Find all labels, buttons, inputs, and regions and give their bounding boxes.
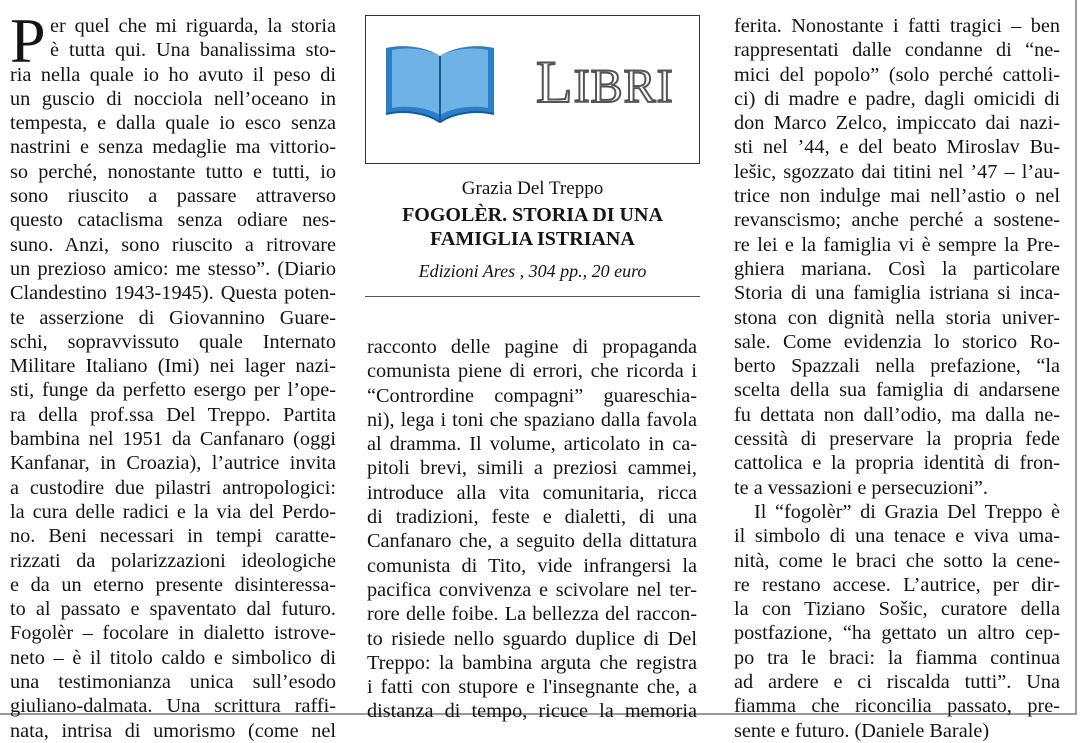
text-line: sale. Come evidenzia lo storico Ro- — [734, 330, 1060, 353]
text-line: revanscismo; anche perché a sostene- — [734, 209, 1060, 232]
book-author: Grazia Del Treppo — [461, 178, 604, 199]
text-line: no. Beni necessari in tempi caratte- — [10, 525, 336, 548]
text-line: nastrini e senza medaglie ma vittorio- — [10, 136, 336, 159]
book-title-line: FOGOLÈR. STORIA DI UNA — [402, 204, 663, 226]
article-column-3 — [734, 14, 1060, 743]
text-line: rizzati da polarizzazioni ideologiche — [10, 549, 336, 572]
text-line: schi, sopravvissuto quale Internato — [10, 330, 336, 353]
text-line: comunista piene di errori, che ricorda i — [367, 360, 697, 383]
text-line: ria nella quale io ho avuto il peso di — [10, 63, 336, 86]
text-line: sti, funge da perfetto esergo per l’ope- — [10, 379, 336, 402]
text-line: a custodire due pilastri antropologici: — [10, 476, 336, 499]
text-line: neto – è il titolo caldo e simbolico di — [10, 646, 336, 669]
libri-header-box — [365, 15, 700, 164]
divider — [365, 296, 700, 297]
book-title — [365, 203, 700, 251]
text-line: Clandestino 1943-1945). Questa poten- — [10, 282, 336, 305]
text-line: scelta della sua famiglia di andarsene — [734, 379, 1060, 402]
text-line: Il “fogolèr” di Grazia Del Treppo è — [754, 500, 1060, 523]
text-line: di tradizioni, feste e dialetti, di una — [367, 506, 697, 529]
text-line: suno. Anzi, sono riuscito a ritrovare — [10, 233, 336, 256]
text-line: Fogolèr – focolare in dialetto istrove- — [10, 622, 336, 645]
text-line: “Contrordine compagni” guareschia- — [367, 384, 697, 407]
text-line: rappresentati dalle condanne di “ne- — [734, 39, 1060, 62]
text-line: Storia di una famiglia istriana si inca- — [734, 282, 1060, 305]
text-line: re lei e la famiglia vi è sempre la Pre- — [734, 233, 1060, 256]
text-line: mici del popolo” (solo perché cattoli- — [734, 63, 1060, 86]
text-line: giuliano-dalmata. Una scrittura raffi- — [10, 695, 336, 718]
text-line: racconto delle pagine di propaganda — [367, 336, 697, 358]
text-line: comunista di Tito, vide infrangersi la — [367, 554, 697, 577]
text-line: introduce alla vita comunitaria, ricca — [367, 481, 697, 504]
text-line: e da un eterno presente disinteressa- — [10, 573, 336, 596]
text-line: sti nel ’44, e del beato Miroslav Bu- — [734, 136, 1060, 159]
text-line: trice non indulge mai nell’astio o nel — [734, 185, 1060, 208]
text-line: un guscio di nocciola nell’oceano in — [10, 87, 336, 110]
text-line: questo cataclisma senza odiare nes- — [10, 209, 336, 232]
text-line: Canfanaro che, a seguito della dittatura — [367, 530, 697, 553]
book-title-line: FAMIGLIA ISTRIANA — [430, 228, 635, 250]
text-line: nità, come le braci che sotto la cene- — [734, 549, 1060, 572]
text-line: postfazione, “ha gettato un altro cep- — [734, 622, 1060, 645]
text-line: ad ardere e ci riscalda tutti”. Una — [734, 671, 1060, 694]
text-line: la con Tiziano Sošic, curatore della — [734, 598, 1060, 621]
text-line: i fatti con stupore e l'insegnante che, a — [367, 676, 697, 699]
text-line: sente e futuro. (Daniele Barale) — [734, 719, 990, 742]
text-line: te a vessazioni e persecuzioni”. — [734, 476, 988, 499]
text-line: berto Spazzali nella prefazione, “la — [734, 355, 1060, 378]
text-line: pacifica convivenza e scivolare nel ter- — [367, 578, 697, 601]
text-line: to risiede nello sguardo duplice di Del — [367, 627, 697, 650]
text-line: sono riuscito a passare attraverso — [10, 185, 336, 208]
text-line: pitoli brevi, simili a preziosi cammei, — [367, 457, 697, 480]
text-line: te asserzione di Giovannino Guare- — [10, 306, 336, 329]
book-publisher: Edizioni Ares , 304 pp., 20 euro — [418, 261, 647, 281]
text-line: Militare Italiano (Imi) nei lager nazi- — [10, 355, 336, 378]
text-line: fiamma che riconcilia passato, pre- — [734, 695, 1060, 718]
text-line: ci) di madre e padre, dagli omicidi di — [734, 87, 1060, 110]
drop-cap: P — [10, 5, 46, 76]
open-book-icon — [380, 38, 500, 128]
libri-logo: LIBRI — [536, 49, 674, 115]
text-line: er quel che mi riguarda, la storia — [50, 15, 336, 37]
text-line: so perché, nonostante tutto e tutti, io — [10, 160, 336, 183]
text-line: al dramma. Il volume, articolato in ca- — [367, 433, 697, 456]
text-line: cessità di preservare la propria fede — [734, 428, 1060, 451]
text-line: nata, intrisa di umorismo (come nel — [10, 719, 336, 742]
text-line: Treppo: la bambina arguta che registra — [367, 651, 697, 674]
text-line: fu dettata non dall’odio, ma dalla ne- — [734, 403, 1060, 426]
text-line: re restano accese. L’autrice, per dir- — [734, 573, 1060, 596]
text-line: po tra le braci: la fiamma continua — [734, 646, 1060, 669]
text-line: tempesta, e dalla quale io esco senza — [10, 112, 336, 135]
text-line: ferita. Nonostante i fatti tragici – ben — [734, 15, 1060, 37]
text-line: cattolica e la propria identità di fron- — [734, 452, 1060, 475]
text-line: rore delle foibe. La bellezza del raccon- — [367, 603, 697, 626]
text-line: to al passato e spaventato dal futuro. — [10, 598, 336, 621]
text-line: stona con dignità nella storia univer- — [734, 306, 1060, 329]
text-line: la cura delle radici e la via del Perdo- — [10, 500, 336, 523]
text-line: ghiera mariana. Così la particolare — [734, 257, 1060, 280]
text-line: ra della prof.ssa Del Treppo. Partita — [10, 403, 336, 426]
text-line: Kanfanar, in Croazia), l’autrice invita — [10, 452, 336, 475]
text-line: il simbolo di una tenace e viva uma- — [734, 525, 1060, 548]
text-line: ni), lega i toni che spaziano dalla favola — [367, 408, 697, 431]
text-line: una testimonianza unica sull’esodo — [10, 671, 336, 694]
article-column-1 — [10, 5, 336, 743]
text-line: è tutta qui. Una banalissima sto- — [50, 39, 336, 62]
article-column-2 — [367, 335, 697, 724]
text-line: bambina nel 1951 da Canfanaro (oggi — [10, 428, 336, 451]
text-line: distanza di tempo, ricuce la memoria — [367, 700, 697, 723]
text-line: lešic, sgozzato dai titini nel ’47 – l’au- — [734, 160, 1060, 183]
text-line: don Marco Zelco, impiccato dai nazi- — [734, 112, 1060, 135]
text-line: un prezioso amico: me stesso”. (Diario — [10, 257, 336, 280]
